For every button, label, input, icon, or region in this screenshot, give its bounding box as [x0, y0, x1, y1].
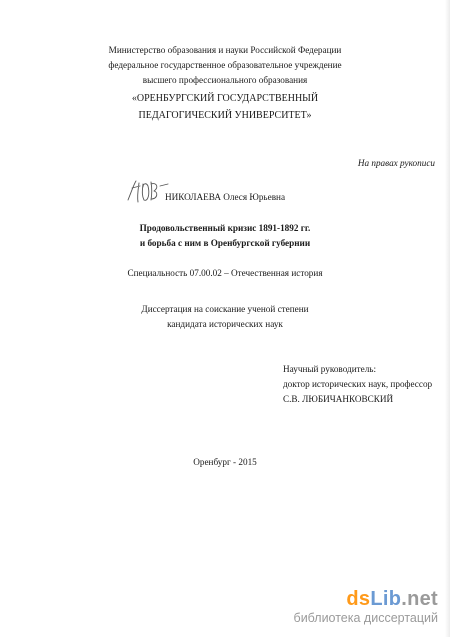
dissertation-title-line2: и борьба с ним в Оренбургской губернии — [139, 238, 311, 248]
university-name-line1: «ОРЕНБУРГСКИЙ ГОСУДАРСТВЕННЫЙ — [131, 93, 319, 104]
advisor-degree: доктор исторических наук, профессор — [283, 379, 433, 389]
place-year: Оренбург - 2015 — [193, 457, 257, 467]
ministry-line: Министерство образования и науки Российской Федерации — [108, 45, 342, 55]
dissertation-title-line1: Продовольственный кризис 1891-1892 гг. — [139, 223, 311, 233]
advisor-label: Научный руководитель: — [283, 364, 377, 374]
manuscript-rights-note: На правах рукописи — [357, 158, 435, 168]
dslib-subtitle: библиотека диссертаций — [293, 611, 438, 625]
degree-purpose-line1: Диссертация на соискание ученой степени — [141, 304, 309, 314]
author-name: НИКОЛАЕВА Олеся Юрьевна — [164, 192, 286, 202]
dslib-logo: dsLib.net — [346, 588, 438, 610]
degree-purpose-line2: кандидата исторических наук — [167, 319, 283, 329]
education-level-line: высшего профессионального образования — [142, 75, 308, 85]
specialty-line: Специальность 07.00.02 – Отечественная история — [127, 268, 323, 278]
dslib-watermark — [294, 588, 438, 625]
university-name-line2: ПЕДАГОГИЧЕСКИЙ УНИВЕРСИТЕТ» — [138, 110, 312, 121]
institution-type-line: федеральное государственное образовательное учреждение — [108, 60, 342, 70]
scan-edge-shadow — [445, 0, 450, 637]
advisor-name: С.В. ЛЮБИЧАНКОВСКИЙ — [283, 394, 394, 404]
